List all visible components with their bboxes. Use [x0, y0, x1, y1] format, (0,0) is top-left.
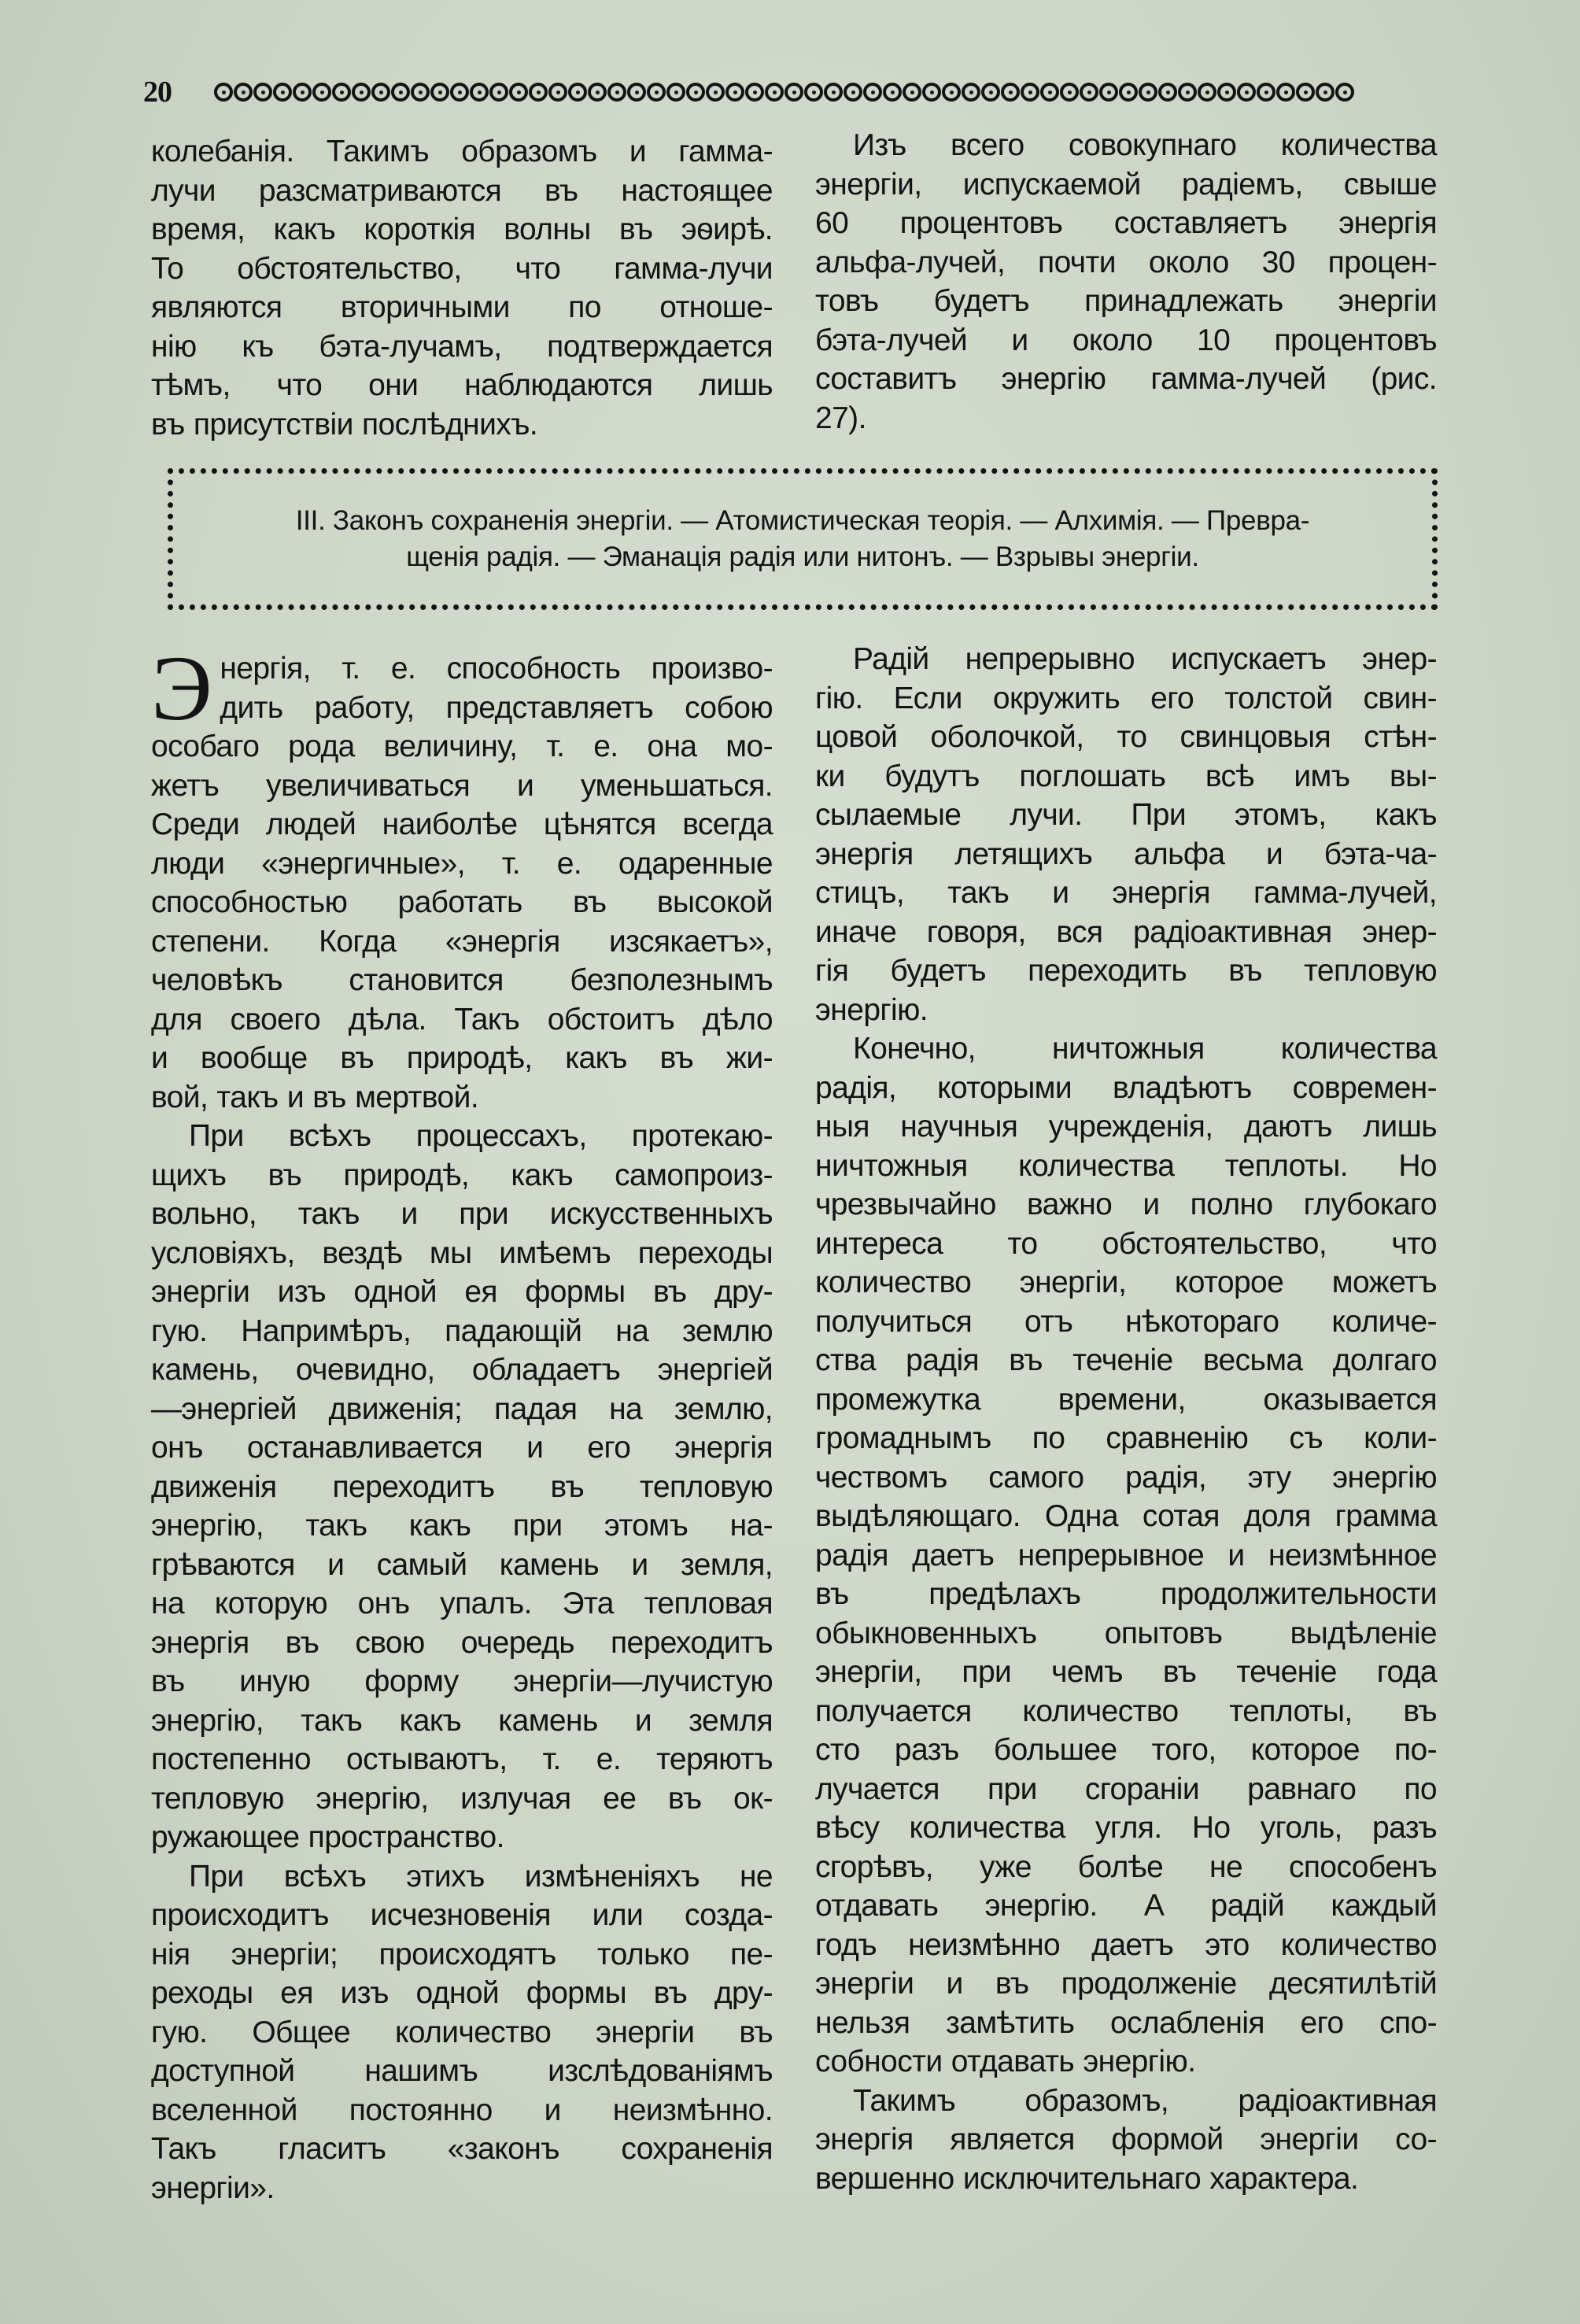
- text-line: лучи разсматриваются въ настоящее: [151, 173, 773, 208]
- text-line: нія энергіи; происходятъ только пе-: [151, 1937, 773, 1971]
- text-line: сылаемые лучи. При этомъ, какъ: [815, 798, 1437, 832]
- text-line: гію. Если окружить его толстой свин-: [815, 681, 1437, 715]
- ring-ornament-icon: [293, 83, 312, 102]
- ring-ornament-icon: [568, 83, 587, 102]
- ring-ornament-icon: [391, 83, 410, 102]
- text-line: вой, такъ и въ мертвой.: [151, 1080, 479, 1114]
- ring-ornament-icon: [332, 83, 351, 102]
- text-line: движенія переходитъ въ тепловую: [151, 1469, 773, 1504]
- text-line: нергія, т. е. способность произво-: [220, 652, 773, 685]
- ring-ornament-icon: [942, 83, 961, 102]
- ring-ornament-icon: [647, 83, 666, 102]
- ring-ornament-icon: [725, 83, 744, 102]
- text-line: гія будетъ переходить въ тепловую: [815, 954, 1437, 988]
- ring-ornament-icon: [588, 83, 607, 102]
- text-line: ки будутъ поглошать всѣ имъ вы-: [815, 759, 1437, 793]
- ring-ornament-icon: [844, 83, 862, 102]
- text-line: ства радія въ теченіе весьма долгаго: [815, 1343, 1437, 1377]
- text-line: То обстоятельство, что гамма-лучи: [151, 251, 773, 286]
- ring-ornament-icon: [450, 83, 469, 102]
- text-line: радія, которыми владѣютъ современ-: [815, 1070, 1437, 1105]
- paragraph: [815, 2082, 1437, 2199]
- ring-ornament-icon: [253, 83, 272, 102]
- text-line: При всѣхъ процессахъ, протекаю-: [189, 1119, 773, 1153]
- text-line: энергія летящихъ альфа и бэта-ча-: [815, 837, 1437, 871]
- paragraph: [151, 1117, 773, 1857]
- text-line: вершенно исключительнаго характера.: [815, 2161, 1359, 2196]
- page-number: 20: [143, 76, 172, 109]
- text-line: чрезвычайно важно и полно глубокаго: [815, 1188, 1437, 1221]
- text-line: 27).: [815, 401, 866, 435]
- text-line: тѣмъ, что они наблюдаются лишь: [151, 368, 773, 402]
- text-line: камень, очевидно, обладаетъ энергіей: [151, 1353, 773, 1387]
- ring-ornament-icon: [1237, 83, 1256, 102]
- ring-ornament-icon: [1178, 83, 1197, 102]
- ring-ornament-icon: [371, 83, 390, 102]
- text-line: реходы ея изъ одной формы въ дру-: [151, 1976, 773, 2010]
- text-line: вселенной постоянно и неизмѣнно.: [151, 2093, 773, 2127]
- text-line: и вообще въ природѣ, какъ въ жи-: [151, 1041, 773, 1075]
- text-line: энергіи, испускаемой радіемъ, свыше: [815, 167, 1437, 201]
- ring-ornament-icon: [1335, 83, 1354, 102]
- ring-ornament-icon: [548, 83, 567, 102]
- text-line: сгорѣвъ, уже болѣе не способенъ: [815, 1849, 1437, 1884]
- text-line: бэта-лучей и около 10 процентовъ: [815, 323, 1437, 357]
- text-line: энергіи, при чемъ въ теченіе года: [815, 1655, 1437, 1689]
- text-line: являются вторичными по отноше-: [151, 290, 773, 324]
- text-line: для своего дѣла. Такъ обстоитъ дѣло: [151, 1002, 773, 1036]
- ring-ornament-icon: [1296, 83, 1315, 102]
- text-line: энергіи».: [151, 2171, 275, 2205]
- text-line: нію къ бэта-лучамъ, подтверждается: [151, 329, 773, 364]
- text-line: громаднымъ по сравненію съ коли-: [815, 1421, 1437, 1455]
- text-line: Среди людей наиболѣе цѣнятся всегда: [151, 807, 773, 841]
- text-line: въ присутствіи послѣднихъ.: [151, 407, 538, 442]
- page-header: [143, 71, 1434, 113]
- ring-ornament-icon: [666, 83, 685, 102]
- text-line: степени. Когда «энергія изсякаетъ»,: [151, 924, 773, 959]
- ring-ornament-icon: [234, 83, 253, 102]
- text-line: нельзя замѣтить ослабленія его спо-: [815, 2005, 1437, 2040]
- ring-ornament-icon: [1257, 83, 1275, 102]
- text-line: лучается при сгораніи равнаго по: [815, 1772, 1437, 1806]
- paragraph: [151, 637, 773, 1117]
- top-left-column: [151, 132, 773, 444]
- text-line: на которую онъ упалъ. Эта тепловая: [151, 1587, 773, 1620]
- ring-ornament-icon: [627, 83, 646, 102]
- ring-ornament-icon: [962, 83, 980, 102]
- text-line: особаго рода величину, т. е. она мо-: [151, 730, 773, 763]
- ring-ornament-icon: [863, 83, 882, 102]
- text-line: вѣсу количества угля. Но уголь, разъ: [815, 1811, 1437, 1845]
- text-line: постепенно остываютъ, т. е. теряютъ: [151, 1742, 773, 1776]
- top-right-column: [815, 126, 1437, 438]
- ring-ornament-icon: [903, 83, 921, 102]
- text-line: онъ останавливается и его энергія: [151, 1431, 773, 1465]
- ring-ornament-icon: [1158, 83, 1177, 102]
- text-line: —энергіей движенія; падая на землю,: [151, 1391, 773, 1426]
- text-line: Такимъ образомъ, радіоактивная: [853, 2083, 1437, 2118]
- text-line: въ предѣлахъ продолжительности: [815, 1577, 1437, 1611]
- text-line: доступной нашимъ изслѣдованіямъ: [151, 2054, 773, 2088]
- paragraph: [151, 132, 773, 444]
- text-line: получается количество теплоты, въ: [815, 1694, 1437, 1728]
- text-line: собности отдавать энергію.: [815, 2045, 1196, 2078]
- ring-ornament-icon: [1217, 83, 1236, 102]
- ring-ornament-icon: [883, 83, 902, 102]
- ring-ornament-icon: [824, 83, 843, 102]
- text-line: ружающее пространство.: [151, 1820, 504, 1854]
- ring-ornament-icon: [1276, 83, 1295, 102]
- ring-ornament-icon: [352, 83, 371, 102]
- text-line: время, какъ короткія волны въ эѳирѣ.: [151, 212, 773, 246]
- text-line: люди «энергичные», т. е. одаренные: [151, 846, 773, 881]
- paragraph: [815, 640, 1437, 1029]
- text-line: гую. Напримѣръ, падающій на землю: [151, 1313, 773, 1348]
- text-line: сто разъ большее того, которое по-: [815, 1733, 1437, 1767]
- text-line: радія даетъ непрерывное и неизмѣнное: [815, 1538, 1437, 1572]
- text-line: Радій непрерывно испускаетъ энер-: [853, 642, 1437, 676]
- paragraph: [815, 126, 1437, 438]
- ring-ornament-icon: [1099, 83, 1118, 102]
- ring-ornament-icon: [1119, 83, 1138, 102]
- ring-ornament-icon: [509, 83, 528, 102]
- text-line: отдавать энергію. А радій каждый: [815, 1889, 1437, 1923]
- text-line: Изъ всего совокупнаго количества: [853, 128, 1437, 162]
- text-line: грѣваются и самый камень и земля,: [151, 1547, 773, 1582]
- text-line: колебанія. Такимъ образомъ и гамма-: [151, 135, 773, 168]
- text-line: способностью работать въ высокой: [151, 885, 773, 919]
- text-line: промежутка времени, оказывается: [815, 1382, 1437, 1417]
- text-line: происходитъ исчезновенія или созда-: [151, 1898, 773, 1932]
- text-line: годъ неизмѣнно даетъ это количество: [815, 1927, 1437, 1962]
- text-line: Такъ гласитъ «законъ сохраненія: [151, 2132, 773, 2166]
- text-line: вольно, такъ и при искусственныхъ: [151, 1197, 773, 1231]
- ring-ornament-icon: [1021, 83, 1039, 102]
- text-line: чествомъ самого радія, эту энергію: [815, 1460, 1437, 1495]
- bottom-right-column: [815, 640, 1437, 2198]
- ring-ornament-border: [214, 79, 1434, 105]
- text-line: При всѣхъ этихъ измѣненіяхъ не: [189, 1859, 773, 1894]
- ring-ornament-icon: [1001, 83, 1020, 102]
- ring-ornament-icon: [1316, 83, 1335, 102]
- ring-ornament-icon: [922, 83, 941, 102]
- paragraph: [151, 1857, 773, 2208]
- text-line: дить работу, представляетъ собою: [220, 690, 773, 725]
- ring-ornament-icon: [745, 83, 764, 102]
- text-line: энергію, такъ какъ камень и земля: [151, 1703, 773, 1738]
- drop-cap: Э: [151, 637, 212, 740]
- ring-ornament-icon: [430, 83, 449, 102]
- text-line: ныя научныя учрежденія, даютъ лишь: [815, 1110, 1437, 1144]
- text-line: энергіи и въ продолженіе десятилѣтій: [815, 1967, 1437, 2001]
- text-line: въ иную форму энергіи—лучистую: [151, 1664, 773, 1698]
- text-line: человѣкъ становится безполезнымъ: [151, 963, 773, 997]
- ring-ornament-icon: [784, 83, 803, 102]
- section-heading: [224, 503, 1381, 575]
- text-line: энергію, такъ какъ при этомъ на-: [151, 1509, 773, 1543]
- text-line: энергіи изъ одной ея формы въ дру-: [151, 1275, 773, 1309]
- ring-ornament-icon: [273, 83, 292, 102]
- text-line: альфа-лучей, почти около 30 процен-: [815, 245, 1437, 279]
- text-line: ничтожныя количества теплоты. Но: [815, 1148, 1437, 1183]
- text-line: щихъ въ природѣ, какъ самопроиз-: [151, 1158, 773, 1192]
- section-heading-line: III. Законъ сохраненія энергіи. — Атомистическая теорія. — Алхимія. — Превра-: [295, 505, 1310, 536]
- section-heading-box: [168, 468, 1438, 610]
- text-line: гую. Общее количество энергіи въ: [151, 2015, 773, 2049]
- text-line: стицъ, такъ и энергія гамма-лучей,: [815, 876, 1437, 910]
- ring-ornament-icon: [470, 83, 489, 102]
- text-line: интереса то обстоятельство, что: [815, 1226, 1437, 1261]
- ring-ornament-icon: [1198, 83, 1216, 102]
- ring-ornament-icon: [804, 83, 823, 102]
- text-line: цовой оболочкой, то свинцовыя стѣн-: [815, 720, 1437, 754]
- paragraph: [815, 1029, 1437, 2082]
- text-line: выдѣляющаго. Одна сотая доля грамма: [815, 1499, 1437, 1533]
- text-line: получиться отъ нѣкотораго количе-: [815, 1304, 1437, 1339]
- ring-ornament-icon: [1080, 83, 1098, 102]
- ring-ornament-icon: [214, 83, 233, 102]
- text-line: 60 процентовъ составляетъ энергія: [815, 206, 1437, 240]
- text-line: обыкновенныхъ опытовъ выдѣленіе: [815, 1616, 1437, 1650]
- text-line: тепловую энергію, излучая ее въ ок-: [151, 1781, 773, 1816]
- text-line: энергія является формой энергіи со-: [815, 2123, 1437, 2156]
- ring-ornament-icon: [765, 83, 784, 102]
- text-line: составитъ энергію гамма-лучей (рис.: [815, 362, 1437, 396]
- bottom-left-column: [151, 637, 773, 2208]
- ring-ornament-icon: [706, 83, 725, 102]
- ring-ornament-icon: [312, 83, 331, 102]
- ring-ornament-icon: [411, 83, 430, 102]
- ring-ornament-icon: [981, 83, 1000, 102]
- ring-ornament-icon: [1139, 83, 1157, 102]
- ring-ornament-icon: [1040, 83, 1059, 102]
- section-heading-line: щенія радія. — Эманація радія или нитонъ. — Взрывы энергіи.: [406, 541, 1199, 572]
- text-line: иначе говоря, вся радіоактивная энер-: [815, 914, 1437, 949]
- text-line: жетъ увеличиваться и уменьшаться.: [151, 768, 773, 803]
- text-line: энергія въ свою очередь переходитъ: [151, 1625, 773, 1660]
- ring-ornament-icon: [686, 83, 705, 102]
- text-line: товъ будетъ принадлежать энергіи: [815, 284, 1437, 318]
- ring-ornament-icon: [1060, 83, 1079, 102]
- ring-ornament-icon: [529, 83, 548, 102]
- text-line: Конечно, ничтожныя количества: [853, 1032, 1437, 1066]
- text-line: энергію.: [815, 992, 928, 1027]
- ring-ornament-icon: [607, 83, 626, 102]
- text-line: количество энергіи, которое можетъ: [815, 1265, 1437, 1299]
- ring-ornament-icon: [489, 83, 508, 102]
- text-line: условіяхъ, вездѣ мы имѣемъ переходы: [151, 1236, 773, 1270]
